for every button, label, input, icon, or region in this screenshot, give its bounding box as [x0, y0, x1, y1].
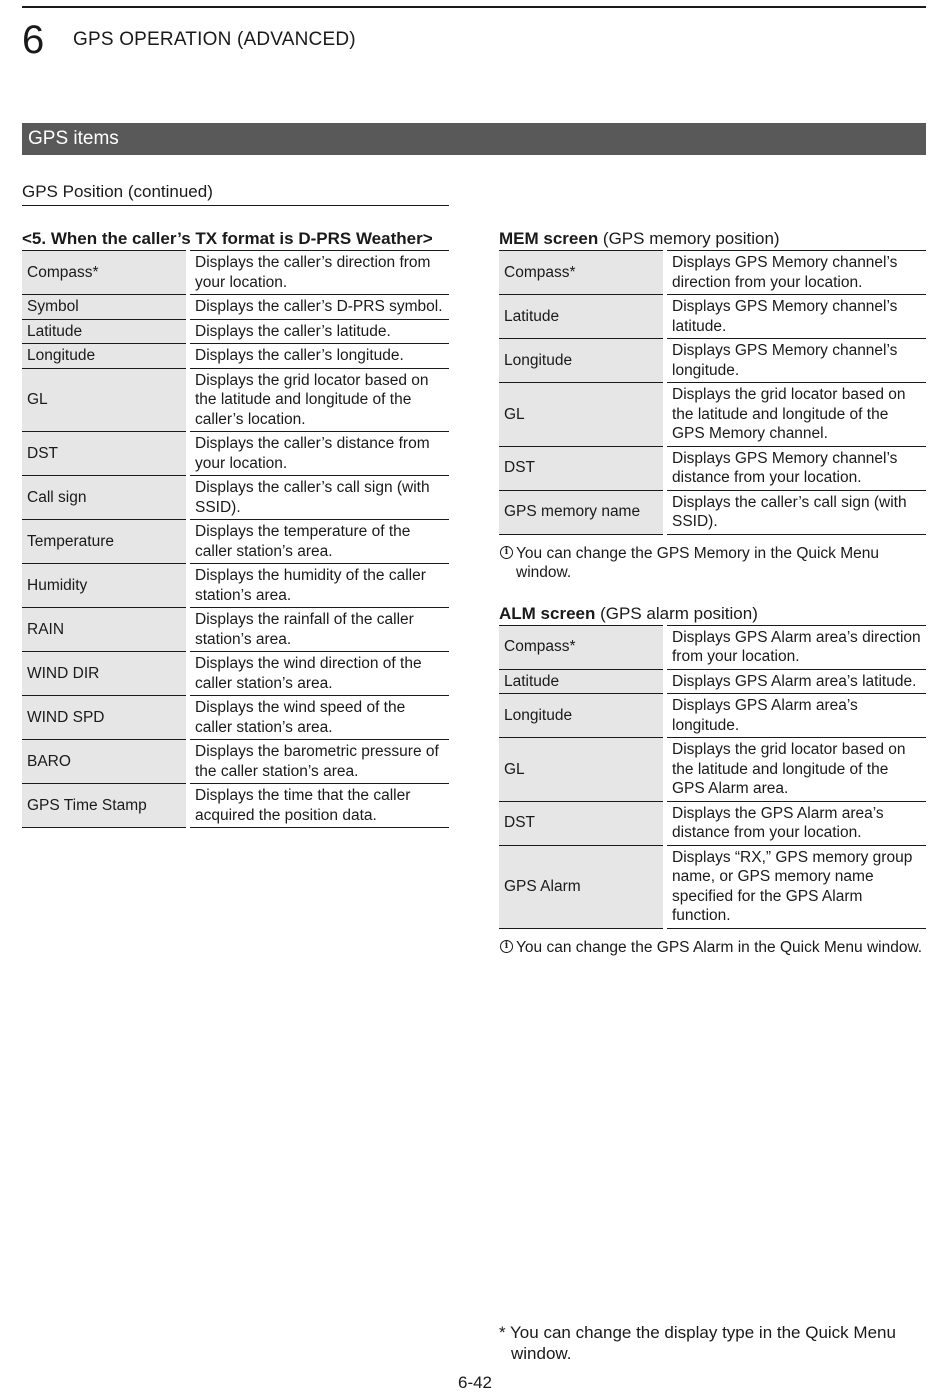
item-name-cell: Temperature	[22, 520, 188, 564]
item-description-cell: Displays the time that the caller acquired the position data.	[188, 784, 449, 828]
item-description-cell: Displays the caller’s longitude.	[188, 344, 449, 369]
item-description-cell: Displays the caller’s direction from your location.	[188, 251, 449, 295]
table-row	[499, 669, 926, 694]
item-description-cell: Displays the humidity of the caller station’s area.	[188, 564, 449, 608]
item-name-cell: Latitude	[499, 295, 665, 339]
item-description-cell: Displays the wind direction of the caller station’s area.	[188, 652, 449, 696]
item-description-cell: Displays GPS Memory channel’s longitude.	[665, 339, 926, 383]
item-name-cell: BARO	[22, 740, 188, 784]
mem-screen-table	[499, 250, 926, 535]
table-row	[22, 564, 449, 608]
table-row	[499, 845, 926, 928]
item-description-cell: Displays GPS Memory channel’s distance from your location.	[665, 446, 926, 490]
table-row	[499, 383, 926, 447]
item-description-cell: Displays the grid locator based on the latitude and longitude of the GPS Memory channel.	[665, 383, 926, 447]
mem-note	[499, 544, 926, 583]
table-row	[499, 339, 926, 383]
table-row	[499, 251, 926, 295]
item-description-cell: Displays GPS Alarm area’s longitude.	[665, 694, 926, 738]
item-name-cell: GL	[22, 368, 188, 432]
item-name-cell: Humidity	[22, 564, 188, 608]
table-row	[22, 319, 449, 344]
item-description-cell: Displays the caller’s distance from your location.	[188, 432, 449, 476]
item-description-cell: Displays the rainfall of the caller station’s area.	[188, 608, 449, 652]
item-description-cell: Displays the wind speed of the caller station’s area.	[188, 696, 449, 740]
alm-screen-table-title: ALM screen (GPS alarm position)	[499, 603, 758, 623]
item-name-cell: GPS Time Stamp	[22, 784, 188, 828]
alm-note	[499, 938, 926, 958]
item-name-cell: WIND SPD	[22, 696, 188, 740]
item-description-cell: Displays the caller’s call sign (with SSID).	[665, 490, 926, 534]
item-description-cell: Displays the temperature of the caller station’s area.	[188, 520, 449, 564]
item-name-cell: Compass*	[499, 625, 665, 669]
top-rule	[22, 6, 926, 8]
item-description-cell: Displays the caller’s latitude.	[188, 319, 449, 344]
item-description-cell: Displays the caller’s call sign (with SSID).	[188, 476, 449, 520]
table-row	[499, 801, 926, 845]
item-description-cell: Displays “RX,” GPS memory group name, or GPS memory name specified for the GPS Alarm function.	[665, 845, 926, 928]
item-name-cell: Longitude	[22, 344, 188, 369]
table-row	[22, 608, 449, 652]
item-name-cell: Longitude	[499, 694, 665, 738]
table-row	[499, 625, 926, 669]
item-name-cell: GPS Alarm	[499, 845, 665, 928]
alm-screen-table	[499, 625, 926, 929]
item-description-cell: Displays the GPS Alarm area’s distance from your location.	[665, 801, 926, 845]
item-name-cell: GL	[499, 383, 665, 447]
item-description-cell: Displays the barometric pressure of the caller station’s area.	[188, 740, 449, 784]
item-name-cell: RAIN	[22, 608, 188, 652]
table-row	[22, 476, 449, 520]
item-name-cell: Longitude	[499, 339, 665, 383]
mem-note-text: You can change the GPS Memory in the Quick Menu window.	[516, 544, 880, 581]
item-description-cell: Displays the caller’s D-PRS symbol.	[188, 295, 449, 320]
table-row	[22, 784, 449, 828]
item-description-cell: Displays the grid locator based on the latitude and longitude of the GPS Alarm area.	[665, 738, 926, 802]
table-row	[499, 738, 926, 802]
table-row	[499, 446, 926, 490]
item-name-cell: DST	[499, 446, 665, 490]
table-row	[499, 295, 926, 339]
table-row	[22, 432, 449, 476]
item-name-cell: Compass*	[22, 251, 188, 295]
left-column	[22, 229, 449, 828]
item-description-cell: Displays GPS Memory channel’s direction from your location.	[665, 251, 926, 295]
table-row	[22, 696, 449, 740]
table-row	[22, 344, 449, 369]
dprs-weather-table-title: <5. When the caller’s TX format is D-PRS Weather>	[22, 229, 433, 248]
table-row	[22, 251, 449, 295]
chapter-title: GPS OPERATION (ADVANCED)	[73, 29, 356, 50]
item-name-cell: Symbol	[22, 295, 188, 320]
item-description-cell: Displays GPS Alarm area’s latitude.	[665, 669, 926, 694]
item-name-cell: DST	[22, 432, 188, 476]
chapter-number: 6	[22, 18, 45, 62]
table-row	[499, 490, 926, 534]
table-row	[22, 740, 449, 784]
item-name-cell: DST	[499, 801, 665, 845]
item-description-cell: Displays the grid locator based on the latitude and longitude of the caller’s location.	[188, 368, 449, 432]
item-name-cell: Compass*	[499, 251, 665, 295]
section-title-bar: GPS items	[22, 123, 926, 155]
item-name-cell: Latitude	[22, 319, 188, 344]
alm-note-text: You can change the GPS Alarm in the Quick Menu window.	[516, 938, 923, 956]
item-name-cell: WIND DIR	[22, 652, 188, 696]
item-name-cell: GL	[499, 738, 665, 802]
info-icon: i	[500, 940, 513, 953]
mem-screen-table-title: MEM screen (GPS memory position)	[499, 229, 780, 248]
table-row	[499, 694, 926, 738]
table-row	[22, 652, 449, 696]
right-column	[499, 229, 926, 957]
item-name-cell: Latitude	[499, 669, 665, 694]
page-number: 6-42	[457, 1373, 493, 1392]
item-name-cell: GPS memory name	[499, 490, 665, 534]
subsection-heading: GPS Position (continued)	[22, 182, 449, 206]
table-row	[22, 520, 449, 564]
table-row	[22, 368, 449, 432]
footnote: * You can change the display type in the Quick Menu window.	[499, 1323, 896, 1363]
item-description-cell: Displays GPS Memory channel’s latitude.	[665, 295, 926, 339]
item-description-cell: Displays GPS Alarm area’s direction from your location.	[665, 625, 926, 669]
info-icon: i	[500, 546, 513, 559]
dprs-weather-table	[22, 250, 449, 828]
item-name-cell: Call sign	[22, 476, 188, 520]
table-row	[22, 295, 449, 320]
